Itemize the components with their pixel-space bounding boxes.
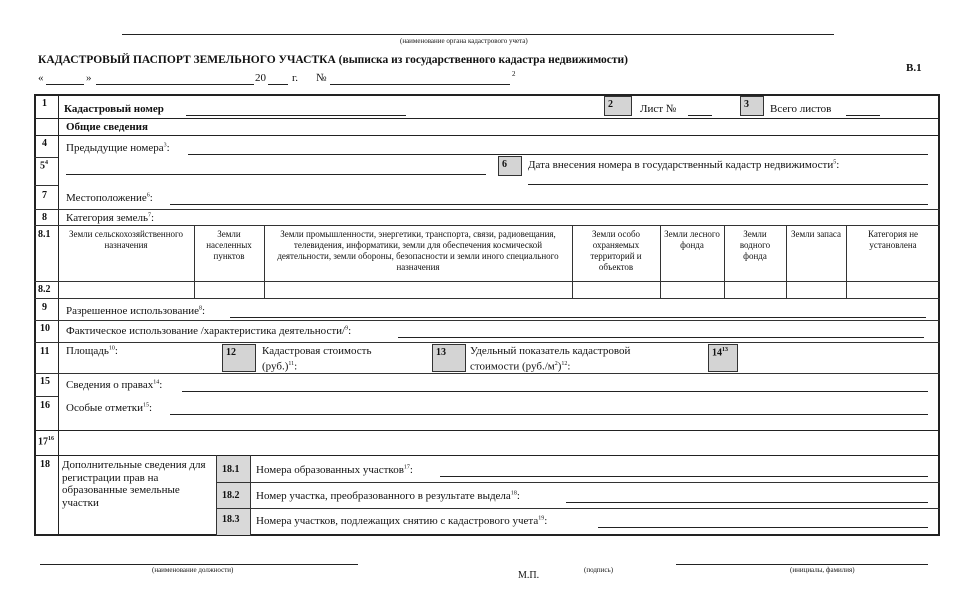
row-3-num: 3 <box>740 96 764 116</box>
organ-line[interactable] <box>122 34 834 35</box>
category-mark-cell[interactable] <box>60 283 940 297</box>
deregistered-parcels-label: Номера участков, подлежащих снятию с кадастрового учета$^{19}$: <box>256 515 548 527</box>
total-sheets-field[interactable] <box>846 115 880 116</box>
location-label: Местоположение$^6$: <box>66 192 153 204</box>
category-industrial: Земли промышленности, энергетики, транспорта, связи, радиовещания, телевидения, информатики, земли для обеспечения космической деятельности, земли обороны, безопасности и земли иного специального назначения <box>277 229 559 272</box>
row-10-num: 10 <box>40 323 50 334</box>
category-settlements: Земли населенных пунктов <box>206 229 252 261</box>
date-open-quote: « <box>38 72 44 84</box>
row-17-field[interactable] <box>60 432 938 454</box>
form-code: В.1 <box>906 62 922 74</box>
cadastral-number-field[interactable] <box>186 115 406 116</box>
stamp-label: М.П. <box>518 570 540 581</box>
row-18-1-num: 18.1 <box>222 464 240 475</box>
row-16-num: 16 <box>40 400 50 411</box>
row-8-1-num: 8.1 <box>38 229 51 240</box>
signature-caption: (подпись) <box>584 566 614 574</box>
row-5-field[interactable] <box>66 174 486 175</box>
position-caption: (наименование должности) <box>152 566 234 574</box>
row-7-num: 7 <box>42 190 47 201</box>
doc-number-field[interactable] <box>330 84 510 85</box>
day-field[interactable] <box>46 84 84 85</box>
land-category-label: Категория земель$^7$: <box>66 212 155 224</box>
total-sheets-label: Всего листов <box>770 103 832 115</box>
row-14-num: $14^{13}$ <box>708 344 738 372</box>
year-field[interactable] <box>268 84 288 85</box>
row-18-3-num: 18.3 <box>222 514 240 525</box>
row-8-num: 8 <box>42 212 47 223</box>
rights-field[interactable] <box>182 391 928 392</box>
row-2-num: 2 <box>604 96 632 116</box>
transformed-parcel-label: Номер участка, преобразованного в результате выдела$^{18}$: <box>256 490 520 502</box>
row-9-num: 9 <box>42 302 47 313</box>
category-water: Земли водного фонда <box>739 229 771 261</box>
category-forest: Земли лесного фонда <box>664 229 720 250</box>
category-protected: Земли особо охраняемых территорий и объектов <box>590 229 642 272</box>
deregistered-parcels-field[interactable] <box>598 527 928 528</box>
area-label: Площадь$^{10}$: <box>66 345 118 357</box>
row-15-num: 15 <box>40 376 50 387</box>
row-17-num: $17^{16}$ <box>38 436 54 448</box>
special-notes-field[interactable] <box>170 414 928 415</box>
unit-value-label: Удельный показатель кадастровой стоимости $(руб./м^2)^{12}$: <box>470 345 631 373</box>
form-title: КАДАСТРОВЫЙ ПАСПОРТ ЗЕМЕЛЬНОГО УЧАСТКА (выписка из государственного кадастра недвижимости) <box>38 54 629 66</box>
row-18-num: 18 <box>40 459 50 470</box>
cadastral-number-label: Кадастровый номер <box>64 103 164 115</box>
organ-caption: (наименование органа кадастрового учета) <box>400 37 528 45</box>
row-4-num: 4 <box>42 138 47 149</box>
row-5-num: $5^4$ <box>40 160 48 172</box>
previous-numbers-label: Предыдущие номера$^3$: <box>66 142 170 154</box>
cadastral-value-label: Кадастровая стоимость $(руб.)^{11}$: <box>262 345 372 373</box>
position-line[interactable] <box>40 564 358 565</box>
sheet-number-field[interactable] <box>688 115 712 116</box>
date-entry-label: Дата внесения номера в государственный кадастр недвижимости$^5$: <box>528 159 840 171</box>
name-caption: (инициалы, фамилия) <box>790 566 855 574</box>
category-agricultural: Земли сельскохозяйственного назначения <box>68 229 184 250</box>
permitted-use-field[interactable] <box>230 317 926 318</box>
row-13-num: 13 <box>432 344 466 372</box>
category-reserve: Земли запаса <box>790 229 842 239</box>
row-8-2-num: 8.2 <box>38 284 51 295</box>
month-field[interactable] <box>96 84 254 85</box>
transformed-parcel-field[interactable] <box>566 502 928 503</box>
footnote-2: 2 <box>512 70 516 78</box>
actual-use-label: Фактическое использование /характеристика деятельности/$^9$: <box>66 325 352 337</box>
year-prefix: 20 <box>255 72 266 84</box>
row-6-num: 6 <box>498 156 522 176</box>
previous-numbers-field[interactable] <box>188 154 928 155</box>
year-suffix: г. <box>292 72 299 84</box>
rights-label: Сведения о правах$^{14}$: <box>66 379 163 391</box>
number-sign: № <box>316 72 327 84</box>
date-close-quote: » <box>86 72 92 84</box>
permitted-use-label: Разрешенное использование$^8$: <box>66 305 206 317</box>
row-1-num: 1 <box>42 98 47 109</box>
formed-parcels-field[interactable] <box>440 476 928 477</box>
general-info-heading: Общие сведения <box>66 121 148 133</box>
additional-info-label: Дополнительные сведения для регистрации прав на образованные земельные участки <box>62 459 206 509</box>
name-line[interactable] <box>676 564 928 565</box>
row-12-num: 12 <box>222 344 256 372</box>
location-field[interactable] <box>170 204 928 205</box>
special-notes-label: Особые отметки$^{15}$: <box>66 402 153 414</box>
formed-parcels-label: Номера образованных участков$^{17}$: <box>256 464 413 476</box>
date-entry-field[interactable] <box>528 184 928 185</box>
category-not-set: Категория не установлена <box>867 229 919 250</box>
sheet-number-label: Лист № <box>640 103 677 115</box>
row-18-2-num: 18.2 <box>222 490 240 501</box>
row-11-num: 11 <box>40 346 50 357</box>
actual-use-field[interactable] <box>398 337 924 338</box>
